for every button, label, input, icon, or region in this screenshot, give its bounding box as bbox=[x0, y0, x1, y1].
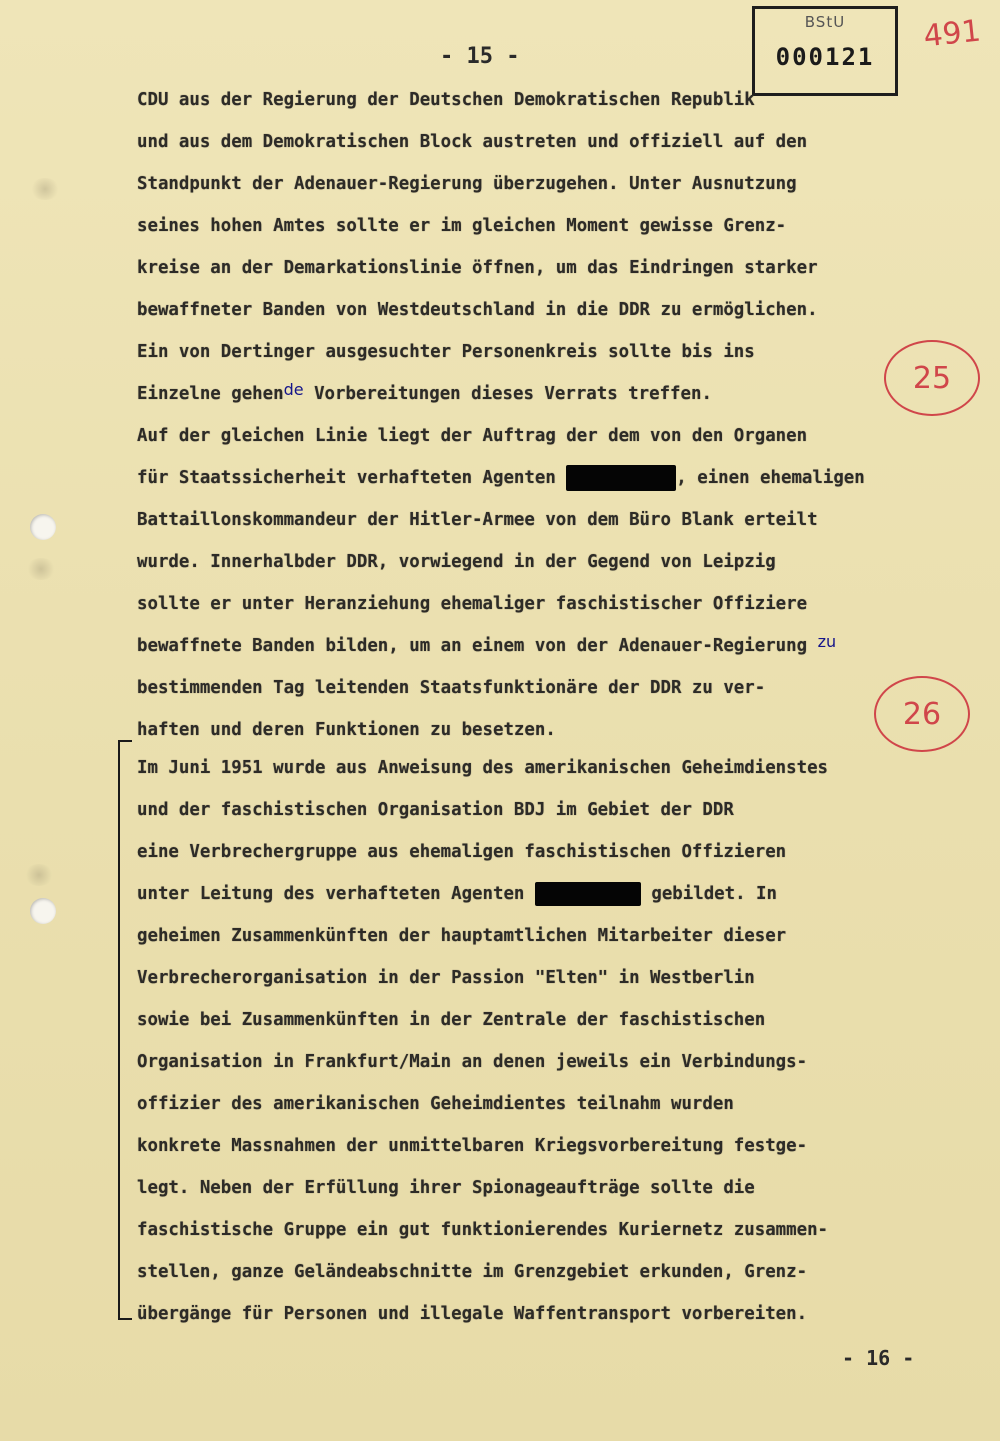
redaction-bar bbox=[566, 465, 676, 491]
text-line: Battaillonskommandeur der Hitler-Armee von dem Büro Blank erteilt bbox=[137, 510, 818, 530]
paper-mark bbox=[26, 558, 56, 580]
handwritten-correction: zu bbox=[817, 632, 837, 651]
margin-bracket bbox=[118, 740, 132, 1320]
text-line: faschistische Gruppe ein gut funktionierendes Kuriernetz zusammen- bbox=[137, 1220, 829, 1240]
text-line: Im Juni 1951 wurde aus Anweisung des amerikanischen Geheimdienstes bbox=[137, 758, 829, 778]
text-line: sollte er unter Heranziehung ehemaliger faschistischer Offiziere bbox=[137, 594, 808, 614]
text-line: bewaffneter Banden von Westdeutschland in die DDR zu ermöglichen. bbox=[137, 300, 818, 320]
text-line: wurde. Innerhalbder DDR, vorwiegend in der Gegend von Leipzig bbox=[137, 552, 776, 572]
next-page-marker: - 16 - bbox=[842, 1346, 915, 1370]
stamp-number: 000121 bbox=[775, 43, 875, 71]
text-segment: , einen ehemaligen bbox=[676, 468, 865, 488]
stamp-agency: BStU bbox=[804, 13, 846, 31]
text-line: und aus dem Demokratischen Block austreten und offiziell auf den bbox=[137, 132, 808, 152]
annotation-mark: 26 bbox=[874, 676, 970, 752]
text-line: sowie bei Zusammenkünften in der Zentrale der faschistischen bbox=[137, 1010, 766, 1030]
text-line: Verbrecherorganisation in der Passion "Elten" in Westberlin bbox=[137, 968, 755, 988]
text-line: eine Verbrechergruppe aus ehemaligen faschistischen Offizieren bbox=[137, 842, 787, 862]
text-line: kreise an der Demarkationslinie öffnen, um das Eindringen starker bbox=[137, 258, 818, 278]
text-line: geheimen Zusammenkünften der hauptamtlichen Mitarbeiter dieser bbox=[137, 926, 787, 946]
text-line: Auf der gleichen Linie liegt der Auftrag der dem von den Organen bbox=[137, 426, 808, 446]
text-segment: unter Leitung des verhafteten Agenten bbox=[137, 884, 535, 904]
text-line: konkrete Massnahmen der unmittelbaren Kriegsvorbereitung festge- bbox=[137, 1136, 808, 1156]
text-line: und der faschistischen Organisation BDJ im Gebiet der DDR bbox=[137, 800, 734, 820]
text-line bbox=[137, 462, 987, 494]
paper-mark bbox=[24, 864, 54, 886]
text-line: übergänge für Personen und illegale Waffentransport vorbereiten. bbox=[137, 1304, 808, 1324]
text-segment: für Staatssicherheit verhafteten Agenten bbox=[137, 468, 567, 488]
text-line bbox=[137, 878, 987, 910]
text-segment: gebildet. In bbox=[640, 884, 777, 904]
punch-hole-top bbox=[30, 514, 56, 540]
text-line bbox=[137, 630, 987, 662]
text-line: legt. Neben der Erfüllung ihrer Spionageaufträge sollte die bbox=[137, 1178, 755, 1198]
redaction-bar bbox=[535, 882, 641, 906]
text-line: seines hohen Amtes sollte er im gleichen Moment gewisse Grenz- bbox=[137, 216, 787, 236]
text-segment: Einzelne gehen bbox=[137, 384, 284, 404]
text-line: Ein von Dertinger ausgesuchter Personenkreis sollte bis ins bbox=[137, 342, 755, 362]
punch-hole-bottom bbox=[30, 898, 56, 924]
handwritten-folio-number: 491 bbox=[921, 13, 983, 55]
annotation-mark: 25 bbox=[884, 340, 980, 416]
text-line: stellen, ganze Geländeabschnitte im Grenzgebiet erkunden, Grenz- bbox=[137, 1262, 808, 1282]
text-line: bestimmenden Tag leitenden Staatsfunktionäre der DDR zu ver- bbox=[137, 678, 766, 698]
paper-mark bbox=[30, 178, 60, 200]
text-line: Standpunkt der Adenauer-Regierung überzugehen. Unter Ausnutzung bbox=[137, 174, 797, 194]
text-line: haften und deren Funktionen zu besetzen. bbox=[137, 720, 556, 740]
page-number: - 15 - bbox=[440, 44, 520, 69]
handwritten-correction: de bbox=[283, 380, 304, 399]
text-line: offizier des amerikanischen Geheimdientes teilnahm wurden bbox=[137, 1094, 734, 1114]
text-segment: Vorbereitungen dieses Verrats treffen. bbox=[303, 384, 712, 404]
text-line: CDU aus der Regierung der Deutschen Demokratischen Republik bbox=[137, 90, 755, 110]
text-segment: bewaffnete Banden bilden, um an einem von der Adenauer-Regierung bbox=[137, 636, 818, 656]
text-line: Organisation in Frankfurt/Main an denen jeweils ein Verbindungs- bbox=[137, 1052, 808, 1072]
archive-stamp bbox=[752, 6, 898, 96]
text-line bbox=[137, 378, 987, 410]
